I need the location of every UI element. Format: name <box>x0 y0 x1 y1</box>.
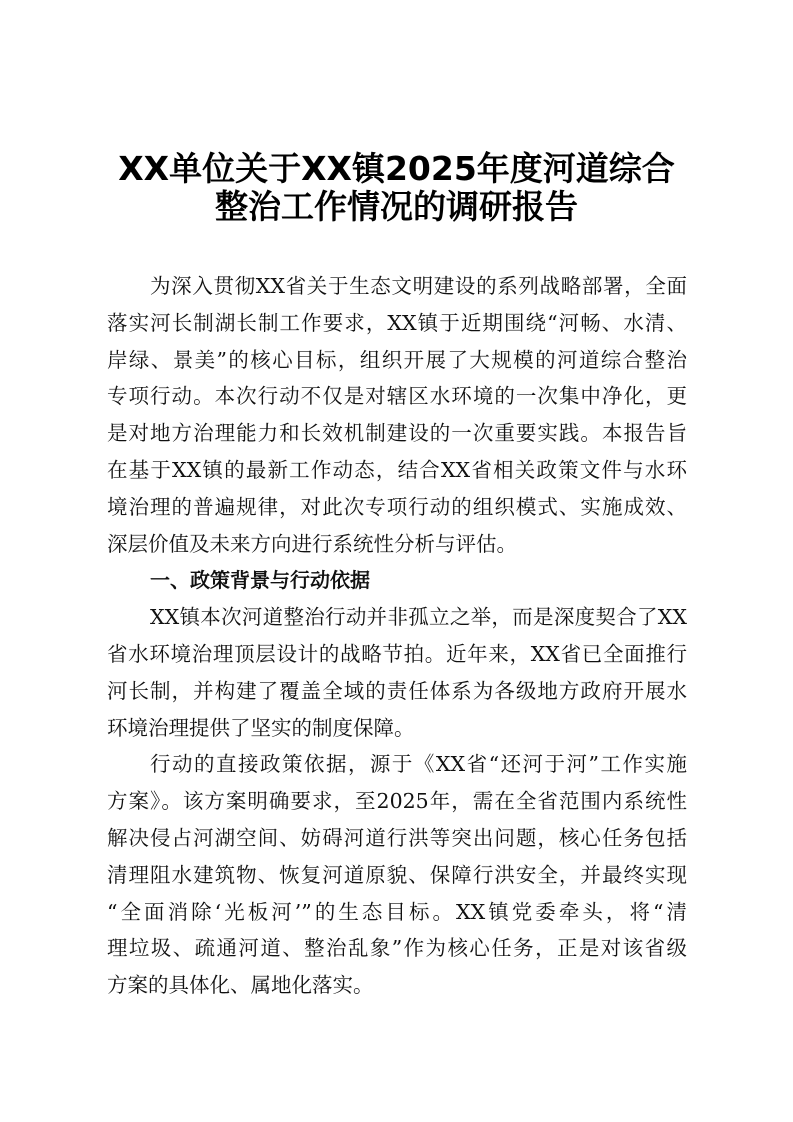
paragraph-line: 清理阻水建筑物、恢复河道原貌、保障行洪安全，并最终实现 <box>107 862 687 887</box>
paragraph-line: 环境治理提供了坚实的制度保障。 <box>107 715 415 740</box>
paragraph-line: 境治理的普遍规律，对此次专项行动的组织模式、实施成效、 <box>107 494 687 519</box>
document-title <box>100 150 693 226</box>
paragraph-line: 方案》。该方案明确要求，至2025年，需在全省范围内系统性 <box>107 789 687 814</box>
paragraph-line: 方案的具体化、属地化落实。 <box>107 973 374 998</box>
paragraph-line: 岸绿、景美”的核心目标，组织开展了大规模的河道综合整治 <box>107 347 687 372</box>
paragraph-line: 河长制，并构建了覆盖全域的责任体系为各级地方政府开展水 <box>107 678 687 703</box>
paragraph-line: “全面消除‘光板河’”的生态目标。XX镇党委牵头，将“清 <box>107 899 687 924</box>
paragraph-line: 解决侵占河湖空间、妨碍河道行洪等突出问题，核心任务包括 <box>107 825 687 850</box>
document-body <box>107 268 687 1004</box>
section-heading: 一、政策背景与行动依据 <box>150 568 370 593</box>
paragraph <box>107 746 687 1004</box>
paragraph-line: XX镇本次河道整治行动并非孤立之举，而是深度契合了XX <box>150 605 687 630</box>
paragraph-line: 在基于XX镇的最新工作动态，结合XX省相关政策文件与水环 <box>107 457 687 482</box>
paragraph <box>107 268 687 562</box>
paragraph-line: 专项行动。本次行动不仅是对辖区水环境的一次集中净化，更 <box>107 384 687 409</box>
paragraph-line: 落实河长制湖长制工作要求，XX镇于近期围绕“河畅、水清、 <box>107 310 687 335</box>
paragraph-line: 行动的直接政策依据，源于《XX省“还河于河”工作实施 <box>150 752 687 777</box>
paragraph-line: 省水环境治理顶层设计的战略节拍。近年来，XX省已全面推行 <box>107 641 687 666</box>
title-line: 整治工作情况的调研报告 <box>215 187 578 226</box>
paragraph-line: 是对地方治理能力和长效机制建设的一次重要实践。本报告旨 <box>107 421 687 446</box>
paragraph-line: 理垃圾、疏通河道、整治乱象”作为核心任务，正是对该省级 <box>107 936 687 961</box>
title-line: XX单位关于XX镇2025年度河道综合 <box>118 149 675 188</box>
paragraph-line: 为深入贯彻XX省关于生态文明建设的系列战略部署，全面 <box>150 274 687 298</box>
paragraph <box>107 599 687 746</box>
paragraph-line: 深层价值及未来方向进行系统性分析与评估。 <box>107 531 517 556</box>
